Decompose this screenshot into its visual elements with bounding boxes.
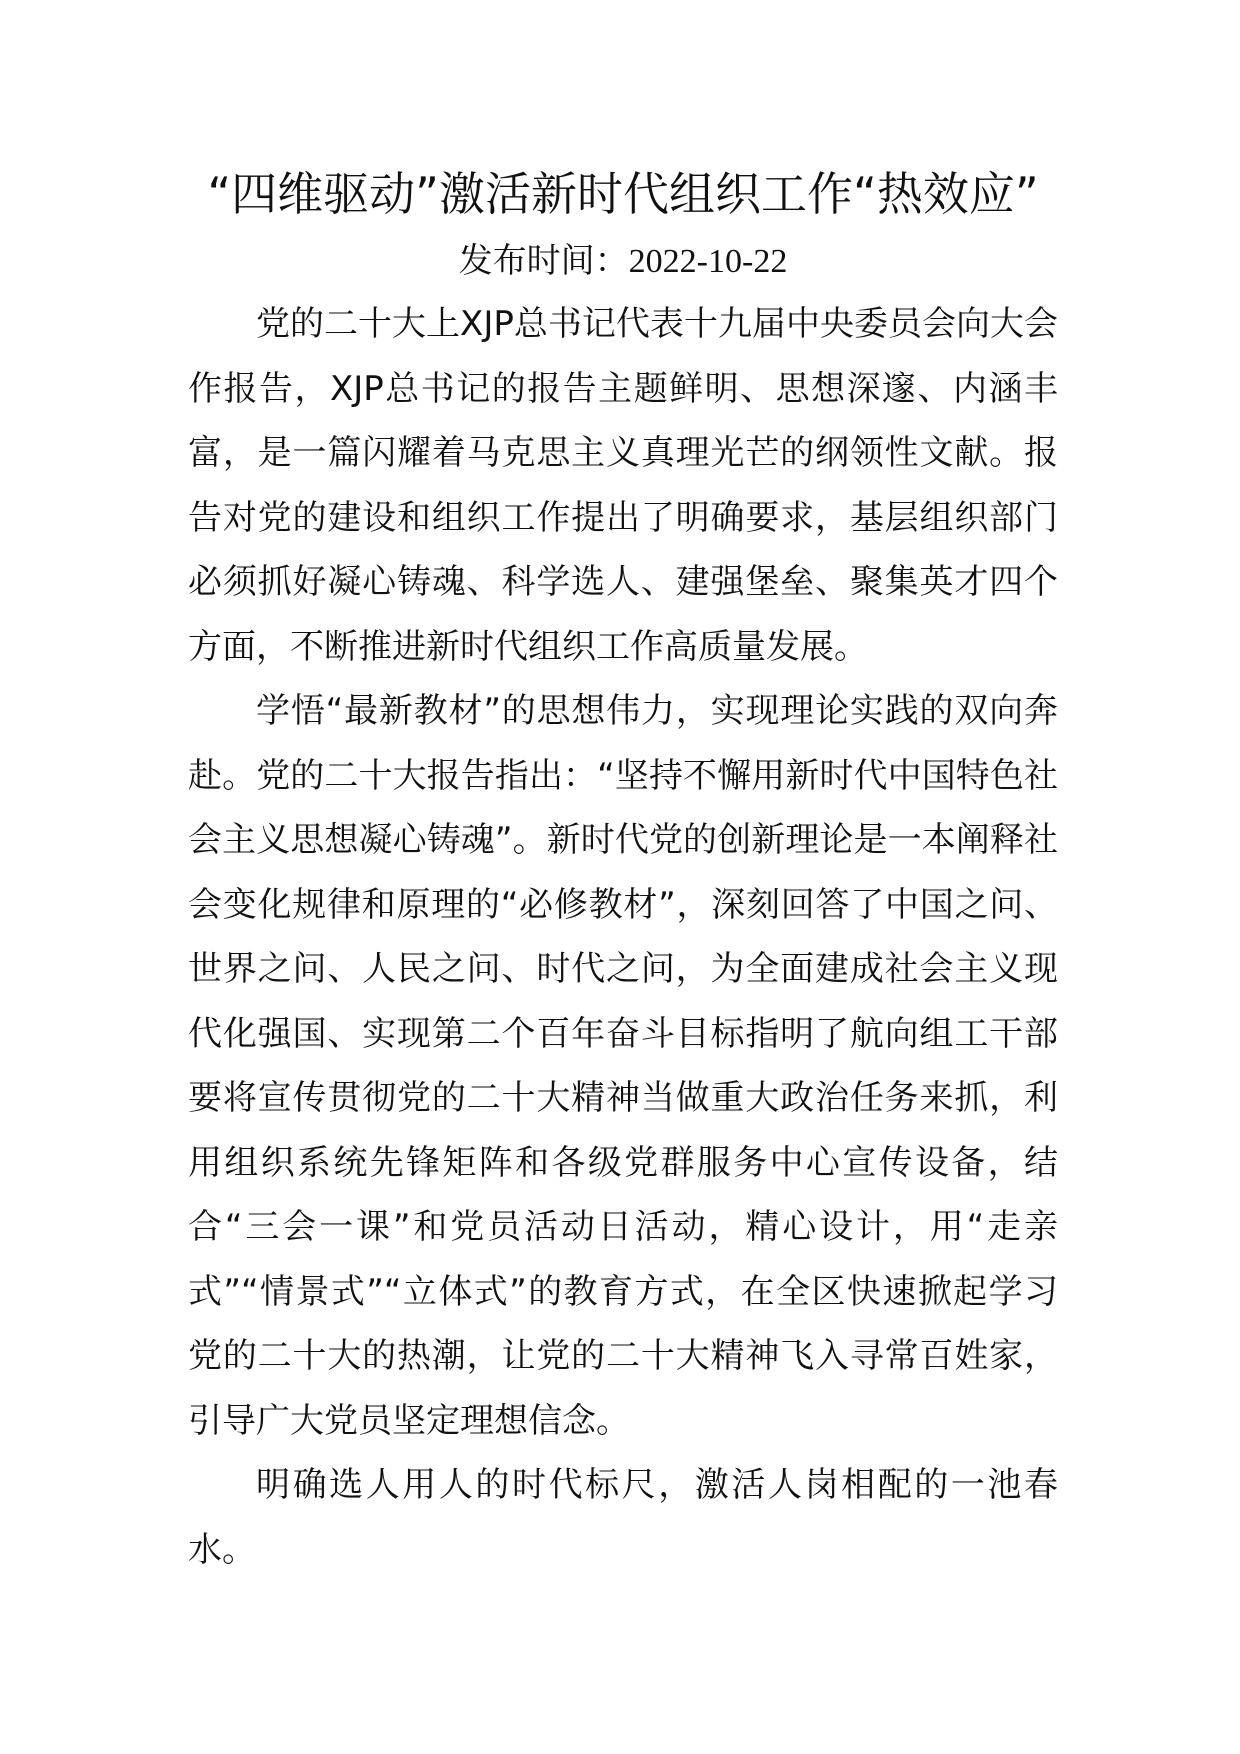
publish-date <box>188 236 1058 287</box>
paragraph-1: 党的二十大上XJP总书记代表十九届中央委员会向大会作报告，XJP总书记的报告主题鲜明、思想深邃、内涵丰富，是一篇闪耀着马克思主义真理光芒的纲领性文献。报告对党的建设和组织工作提出了明确要求，基层组织部门必须抓好凝心铸魂、科学选人、建强堡垒、聚集英才四个方面，不断推进新时代组织工作高质量发展。 <box>188 304 1058 667</box>
document-title: “四维驱动”激活新时代组织工作“热效应” <box>207 167 1039 221</box>
paragraph-2: 学悟“最新教材”的思想伟力，实现理论实践的双向奔赴。党的二十大报告指出：“坚持不懈用新时代中国特色社会主义思想凝心铸魂”。新时代党的创新理论是一本阐释社会变化规律和原理的“必修教材”，深刻回答了中国之问、世界之问、人民之问、时代之问，为全面建成社会主义现代化强国、实现第二个百年奋斗目标指明了航向组工干部要将宣传贯彻党的二十大精神当做重大政治任务来抓，利用组织系统先锋矩阵和各级党群服务中心宣传设备，结合“三会一课”和党员活动日活动，精心设计，用“走亲式”“情景式”“立体式”的教育方式，在全区快速掀起学习党的二十大的热潮，让党的二十大精神飞入寻常百姓家，引导广大党员坚定理想信念。 <box>188 691 1058 1441</box>
document-body <box>188 160 1058 1582</box>
paragraph-3: 明确选人用人的时代标尺，激活人岗相配的一池春水。 <box>188 1465 1058 1570</box>
publish-date-value: 2022-10-22 <box>628 243 788 280</box>
publish-date-label: 发布时间： <box>458 241 629 281</box>
